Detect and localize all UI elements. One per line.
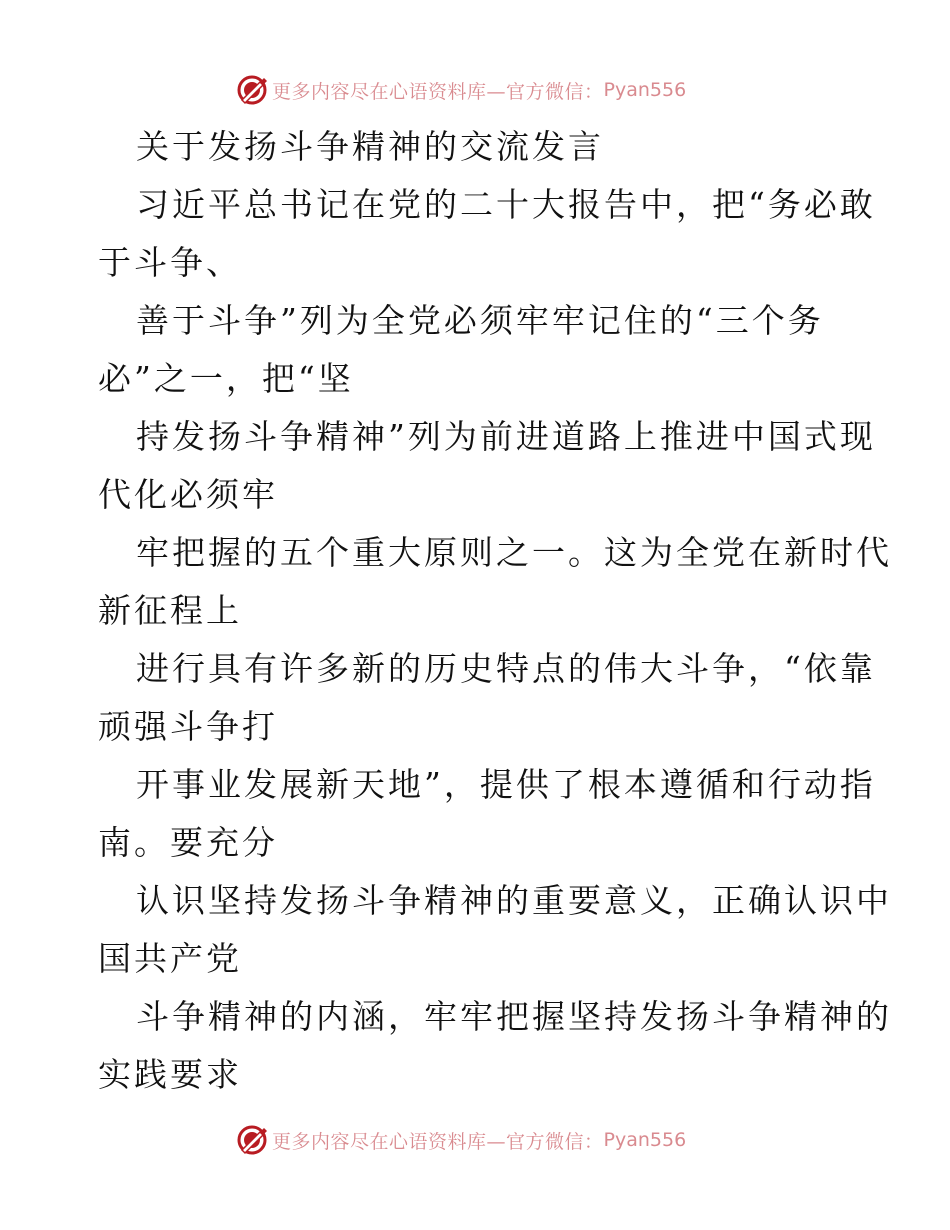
footer-banner xyxy=(0,1120,950,1160)
paragraph-line: 顽强斗争打 xyxy=(98,707,278,746)
paragraph-line: 开事业发展新天地”，提供了根本遵循和行动指 xyxy=(136,765,876,804)
banner-text: 更多内容尽在心语资料库—官方微信： xyxy=(272,1130,604,1153)
paragraph-line: 斗争精神的内涵，牢牢把握坚持发扬斗争精神的 xyxy=(136,997,892,1036)
header-banner xyxy=(0,70,950,110)
paragraph-line: 代化必须牢 xyxy=(98,475,278,514)
paragraph-line: 认识坚持发扬斗争精神的重要意义，正确认识中 xyxy=(136,881,892,920)
paragraph-line: 善于斗争”列为全党必须牢牢记住的“三个务 xyxy=(136,301,824,340)
document-body xyxy=(98,118,892,1104)
paragraph-line: 牢把握的五个重大原则之一。这为全党在新时代 xyxy=(136,533,892,572)
paragraph-line: 实践要求 xyxy=(98,1055,242,1094)
paragraph-line: 持发扬斗争精神”列为前进道路上推进中国式现 xyxy=(136,417,876,456)
paragraph-line: 南。要充分 xyxy=(98,823,278,862)
paragraph-line: 习近平总书记在党的二十大报告中，把“务必敢 xyxy=(136,185,876,224)
paragraph-line: 新征程上 xyxy=(98,591,242,630)
paragraph-line: 进行具有许多新的历史特点的伟大斗争，“依靠 xyxy=(136,649,876,688)
seal-pen-icon xyxy=(236,1124,268,1156)
wechat-id: Pyan556 xyxy=(603,1129,687,1151)
paragraph-line: 必”之一，把“坚 xyxy=(98,359,354,398)
banner-text: 更多内容尽在心语资料库—官方微信： xyxy=(272,80,604,103)
paragraph-line: 国共产党 xyxy=(98,939,242,978)
paragraph-line: 于斗争、 xyxy=(98,243,242,282)
seal-pen-icon xyxy=(236,74,268,106)
wechat-id: Pyan556 xyxy=(603,79,687,101)
document-title: 关于发扬斗争精神的交流发言 xyxy=(136,127,604,166)
